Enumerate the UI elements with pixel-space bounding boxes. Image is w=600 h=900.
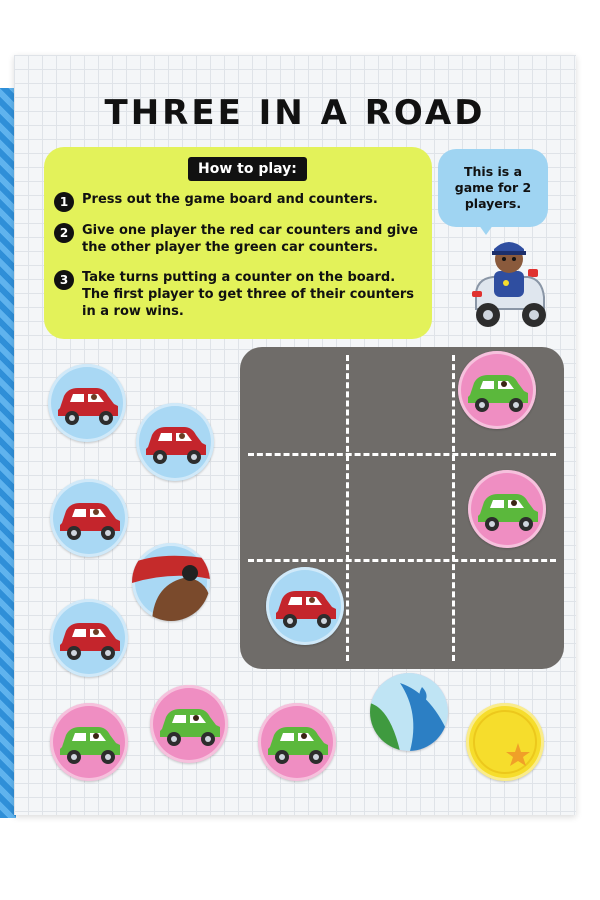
star-icon — [466, 703, 544, 781]
red-car-icon — [266, 567, 344, 645]
red-car-icon — [136, 403, 214, 481]
speech-bubble-text: This is a game for 2 players. — [454, 164, 532, 211]
hole-artwork — [370, 673, 448, 751]
green-car-counter-on-board[interactable] — [468, 470, 546, 548]
red-car-counter[interactable] — [50, 599, 128, 677]
green-car-counter-on-board[interactable] — [458, 351, 536, 429]
red-car-counter[interactable] — [50, 479, 128, 557]
green-car-icon — [50, 703, 128, 781]
green-car-counter[interactable] — [150, 685, 228, 763]
step-text: Take turns putting a counter on the board. The first player to get three of their counters in a row wins. — [82, 270, 415, 319]
red-car-counter[interactable] — [48, 364, 126, 442]
how-to-play-panel — [44, 147, 432, 339]
hole-artwork — [132, 543, 210, 621]
red-car-counter[interactable] — [136, 403, 214, 481]
book-page — [14, 55, 576, 815]
red-car-icon — [48, 364, 126, 442]
step-number: 1 — [54, 192, 74, 212]
green-car-icon — [258, 703, 336, 781]
road-divider-vertical — [346, 355, 349, 661]
road-divider-horizontal — [248, 559, 556, 562]
step-number: 3 — [54, 270, 74, 290]
step-3 — [54, 269, 422, 320]
step-1 — [54, 191, 422, 212]
red-car-icon — [50, 479, 128, 557]
green-car-counter[interactable] — [50, 703, 128, 781]
pressed-out-hole — [370, 673, 448, 751]
pressed-out-hole — [132, 543, 210, 621]
green-car-icon — [458, 351, 536, 429]
page-title: THREE IN A ROAD — [104, 93, 486, 133]
red-car-counter-on-board[interactable] — [266, 567, 344, 645]
step-text: Press out the game board and counters. — [82, 192, 378, 207]
green-car-icon — [468, 470, 546, 548]
police-officer-on-scooter-icon — [458, 231, 558, 339]
how-to-play-badge: How to play: — [188, 157, 307, 181]
road-divider-vertical — [452, 355, 455, 661]
road-divider-horizontal — [248, 453, 556, 456]
step-number: 2 — [54, 223, 74, 243]
step-text: Give one player the red car counters and give the other player the green car counters. — [82, 223, 418, 255]
red-car-icon — [50, 599, 128, 677]
step-2 — [54, 222, 422, 256]
green-car-icon — [150, 685, 228, 763]
speech-bubble — [438, 149, 548, 227]
pressed-out-hole — [466, 703, 544, 781]
green-car-counter[interactable] — [258, 703, 336, 781]
